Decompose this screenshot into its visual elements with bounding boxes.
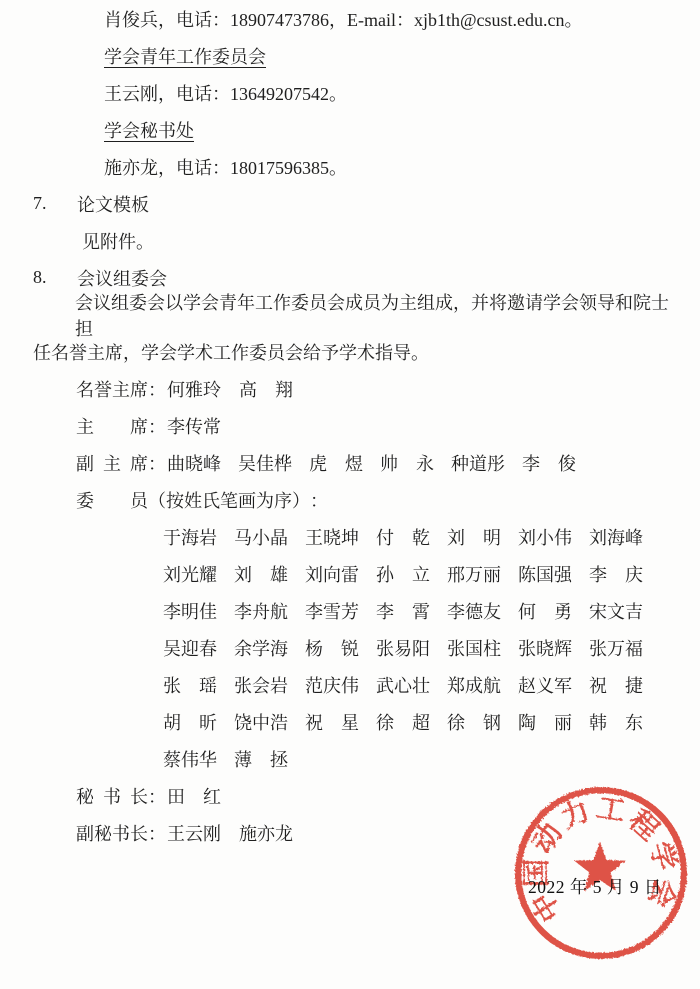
row-label: 名誉主席 xyxy=(76,379,148,400)
document-content xyxy=(33,0,680,851)
contact-line xyxy=(104,148,680,185)
member-row xyxy=(163,518,680,555)
section-number: 8. xyxy=(33,267,47,287)
person-name: 李霄 xyxy=(376,601,430,622)
subsection-heading-text: 学会青年工作委员会 xyxy=(104,46,266,67)
person-name: 李舟航 xyxy=(234,601,288,622)
paragraph-text: 任名誉主席，学会学术工作委员会给予学术指导。 xyxy=(33,342,429,363)
person-name: 陶丽 xyxy=(518,712,572,733)
person-name: 孙立 xyxy=(376,564,430,585)
person-name: 张万福 xyxy=(589,638,643,659)
members-note: （按姓氏笔画为序） xyxy=(148,490,310,511)
colon: ： xyxy=(148,823,166,844)
row-label: 主席 xyxy=(76,416,148,437)
vice-chair-names xyxy=(167,450,576,476)
person-name: 张晓辉 xyxy=(518,638,572,659)
person-name: 刘海峰 xyxy=(589,527,643,548)
person-name: 李明佳 xyxy=(163,601,217,622)
person-name: 张瑶 xyxy=(163,675,217,696)
person-name: 曲晓峰 xyxy=(167,453,221,474)
contact-text: 肖俊兵，电话：18907473786，E-mail：xjb1th@csust.edu.cn。 xyxy=(104,9,583,30)
person-name: 种道彤 xyxy=(451,453,505,474)
person-name: 祝捷 xyxy=(589,675,643,696)
person-name: 何勇 xyxy=(518,601,572,622)
colon: ： xyxy=(148,786,166,807)
person-name: 祝星 xyxy=(305,712,359,733)
person-name: 刘小伟 xyxy=(518,527,572,548)
person-name: 王晓坤 xyxy=(305,527,359,548)
row-value: 何雅玲 高 翔 xyxy=(167,379,293,400)
member-row xyxy=(163,592,680,629)
section-7-body xyxy=(82,222,680,259)
person-name: 刘雄 xyxy=(234,564,288,585)
contact-text: 王云刚，电话：13649207542。 xyxy=(104,83,347,104)
person-name: 吴佳桦 xyxy=(238,453,292,474)
person-name: 刘光耀 xyxy=(163,564,217,585)
seal-char: 工 xyxy=(594,792,628,829)
row-label: 副主席 xyxy=(76,453,148,474)
row-label: 委员 xyxy=(76,490,148,511)
colon: ： xyxy=(148,416,166,437)
person-name: 饶中浩 xyxy=(234,712,288,733)
seal-char: 中 xyxy=(526,886,568,927)
person-name: 宋文吉 xyxy=(589,601,643,622)
row-label: 秘书长 xyxy=(76,786,148,807)
person-name: 张会岩 xyxy=(234,675,288,696)
seal-char: 动 xyxy=(527,818,569,859)
person-name: 余学海 xyxy=(234,638,288,659)
subsection-heading xyxy=(104,37,680,74)
subsection-heading-text: 学会秘书处 xyxy=(104,120,194,141)
person-name: 虎煜 xyxy=(309,453,363,474)
seal-char: 会 xyxy=(642,874,681,911)
person-name: 胡昕 xyxy=(163,712,217,733)
row-value: 王云刚 施亦龙 xyxy=(167,823,293,844)
person-name: 于海岩 xyxy=(163,527,217,548)
person-name: 李俊 xyxy=(522,453,576,474)
person-name: 武心壮 xyxy=(376,675,430,696)
seal-char: 学 xyxy=(643,838,681,875)
person-name: 杨锐 xyxy=(305,638,359,659)
section-title: 会议组委会 xyxy=(77,268,167,289)
person-name: 张国柱 xyxy=(447,638,501,659)
member-row xyxy=(163,703,680,740)
person-name: 马小晶 xyxy=(234,527,288,548)
paragraph-line xyxy=(75,292,680,339)
row-label: 副秘书长 xyxy=(76,823,148,844)
person-name: 李雪芳 xyxy=(305,601,359,622)
person-name: 邢万丽 xyxy=(447,564,501,585)
committee-row-honorary-chair xyxy=(76,370,680,407)
person-name: 李德友 xyxy=(447,601,501,622)
person-name: 李庆 xyxy=(589,564,643,585)
person-name: 付乾 xyxy=(376,527,430,548)
member-row xyxy=(163,555,680,592)
person-name: 徐超 xyxy=(376,712,430,733)
person-name: 张易阳 xyxy=(376,638,430,659)
colon: ： xyxy=(148,379,166,400)
subsection-heading xyxy=(104,111,680,148)
person-name: 薄拯 xyxy=(234,749,288,770)
official-seal xyxy=(510,782,692,964)
section-title: 论文模板 xyxy=(77,194,149,215)
seal-char: 力 xyxy=(556,795,595,836)
person-name: 范庆伟 xyxy=(305,675,359,696)
person-name: 陈国强 xyxy=(518,564,572,585)
row-value: 李传常 xyxy=(167,416,221,437)
colon: ： xyxy=(310,490,328,511)
member-row xyxy=(163,629,680,666)
person-name: 帅永 xyxy=(380,453,434,474)
member-row xyxy=(163,666,680,703)
committee-row-chair xyxy=(76,407,680,444)
person-name: 蔡伟华 xyxy=(163,749,217,770)
member-row xyxy=(163,740,680,777)
contact-text: 施亦龙，电话：18017596385。 xyxy=(104,157,347,178)
section-7-heading xyxy=(33,185,680,222)
seal-char: 国 xyxy=(522,858,554,888)
person-name: 郑成航 xyxy=(447,675,501,696)
section-number: 7. xyxy=(33,193,47,213)
person-name: 韩东 xyxy=(589,712,643,733)
contact-line xyxy=(104,0,680,37)
seal-char: 程 xyxy=(622,804,665,847)
person-name: 刘向雷 xyxy=(305,564,359,585)
document-date: 2022 年 5 月 9 日 xyxy=(528,877,662,897)
contact-line xyxy=(104,74,680,111)
body-text: 见附件。 xyxy=(82,231,154,252)
person-name: 赵义军 xyxy=(518,675,572,696)
committee-row-vice-chairs xyxy=(76,444,680,481)
paragraph-text: 会议组委会以学会青年工作委员会成员为主组成，并将邀请学会领导和院士担 xyxy=(75,292,669,339)
person-name: 吴迎春 xyxy=(163,638,217,659)
person-name: 刘明 xyxy=(447,527,501,548)
person-name: 徐钢 xyxy=(447,712,501,733)
committee-row-members-label xyxy=(76,481,680,518)
row-value: 田 红 xyxy=(167,786,221,807)
colon: ： xyxy=(148,453,166,474)
